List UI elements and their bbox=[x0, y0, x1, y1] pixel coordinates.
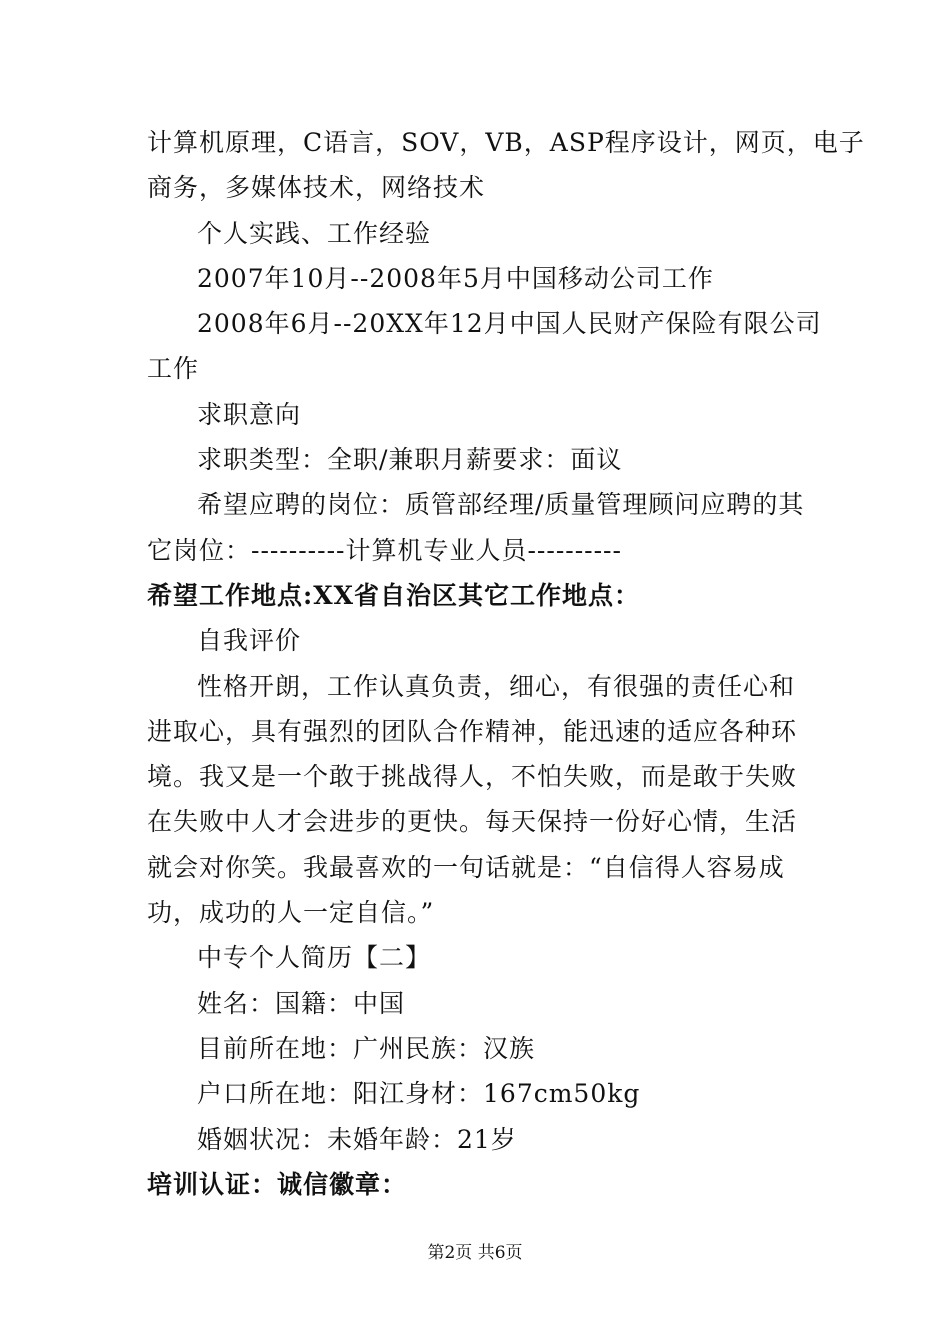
bold-text-line: 培训认证：诚信徽章： bbox=[147, 1169, 408, 1199]
text-line: 中专个人简历【二】 bbox=[197, 943, 432, 973]
text-line: 计算机原理，C语言，SOV，VB，ASP程序设计，网页，电子 bbox=[147, 128, 865, 157]
text-line: 2007年10月--2008年5月中国移动公司工作 bbox=[197, 263, 714, 293]
text-line: 工作 bbox=[147, 354, 200, 384]
text-line: 性格开朗，工作认真负责，细心，有很强的责任心和 bbox=[197, 671, 796, 701]
text-line: 求职类型：全职/兼职月薪要求：面议 bbox=[197, 445, 623, 475]
text-line: 它岗位：----------计算机专业人员---------- bbox=[147, 535, 622, 565]
text-line: 进取心，具有强烈的团队合作精神，能迅速的适应各种环 bbox=[147, 716, 798, 746]
text-line: 婚姻状况：未婚年龄：21岁 bbox=[197, 1124, 517, 1154]
page-footer: 第2页 共6页 bbox=[427, 1243, 523, 1263]
text-line: 姓名：国籍：中国 bbox=[197, 988, 406, 1018]
bold-text-line: 希望工作地点:XX省自治区其它工作地点： bbox=[147, 580, 641, 610]
text-line: 在失败中人才会进步的更快。每天保持一份好心情，生活 bbox=[147, 807, 798, 837]
text-line: 境。我又是一个敢于挑战得人，不怕失败，而是敢于失败 bbox=[147, 762, 798, 792]
text-line: 目前所在地：广州民族：汉族 bbox=[197, 1033, 536, 1063]
text-line: 求职意向 bbox=[197, 399, 302, 429]
text-line: 就会对你笑。我最喜欢的一句话就是：“自信得人容易成 bbox=[147, 852, 785, 882]
text-line: 自我评价 bbox=[197, 626, 302, 656]
text-line: 希望应聘的岗位：质管部经理/质量管理顾问应聘的其 bbox=[197, 490, 805, 520]
text-line: 商务，多媒体技术，网络技术 bbox=[147, 173, 486, 203]
text-line: 户口所在地：阳江身材：167cm50kg bbox=[197, 1079, 641, 1109]
text-line: 功，成功的人一定自信。” bbox=[147, 898, 435, 928]
text-line: 个人实践、工作经验 bbox=[197, 218, 432, 248]
text-line: 2008年6月--20XX年12月中国人民财产保险有限公司 bbox=[197, 309, 822, 339]
document-body bbox=[147, 120, 865, 1207]
